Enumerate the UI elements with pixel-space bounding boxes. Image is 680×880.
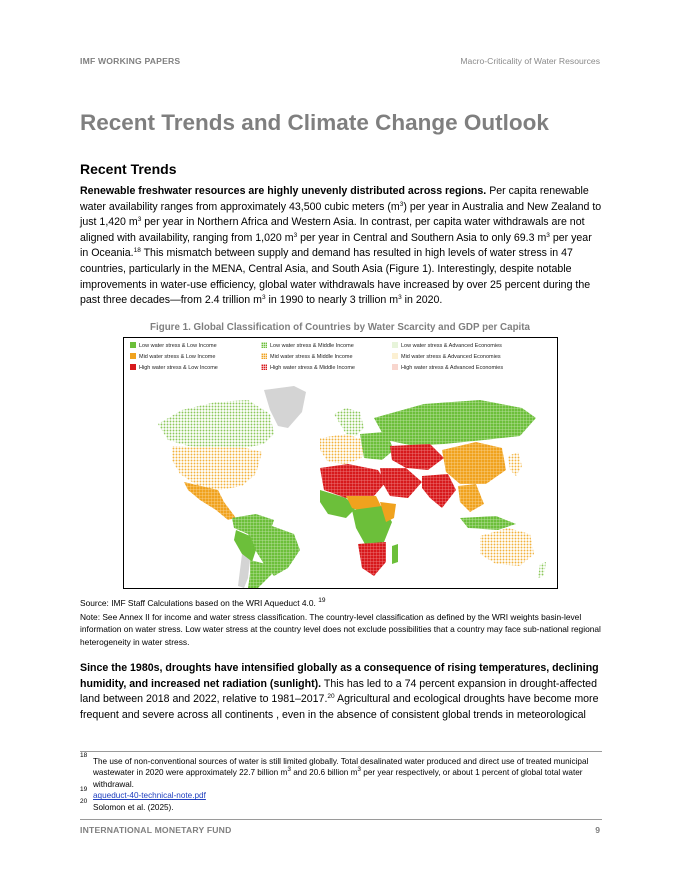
footnote-ref-18[interactable]: 18 xyxy=(133,247,141,255)
superscript: 3 xyxy=(398,294,402,302)
paragraph-lead: Renewable freshwater resources are highly unevenly distributed across regions. xyxy=(80,185,487,197)
region-scandinavia xyxy=(334,408,364,436)
superscript: 3 xyxy=(137,216,142,224)
legend-label: Low water stress & Advanced Economies xyxy=(401,343,502,349)
legend-item xyxy=(392,353,501,360)
legend-swatch xyxy=(392,364,398,370)
footnote-text: and 20.6 billion m xyxy=(290,768,358,778)
figure-note: Note: See Annex II for income and water stress classification. The country-level classification as defined by the WRI weights basin-level information on water stress. Low water stress at the country level does not exclude possibilities that a country may face sub-national regional heterogeneity in water stress. xyxy=(80,612,601,647)
figure-title: Figure 1. Global Classification of Countries by Water Scarcity and GDP per Capita xyxy=(150,322,530,333)
region-china xyxy=(442,442,506,484)
region-madagascar xyxy=(392,544,398,564)
footnote-ref-19[interactable]: 19 xyxy=(318,597,326,604)
region-russia xyxy=(374,400,536,446)
text-run: per year in Central and Southern Asia to only 69.3 m xyxy=(297,231,547,244)
legend-swatch xyxy=(130,353,136,359)
footnote-18: 18 The use of non-conventional sources of water is still limited globally. Total desalinated water produced and direct use of treated municipal wastewater in 2020 were approximately 22.7 billion $m^3$ and 20.6 billion $m^3$ per year respectively, or about 1 percent of global total water withdrawal. xyxy=(80,752,589,789)
superscript: 3 xyxy=(399,200,404,208)
running-header-right: Macro-Criticality of Water Resources xyxy=(460,56,600,66)
legend-swatch xyxy=(392,342,398,348)
superscript: 3 xyxy=(357,766,362,774)
region-canada xyxy=(158,400,274,448)
legend-item xyxy=(130,364,218,371)
region-north-africa xyxy=(320,464,386,498)
legend-label: Low water stress & Middle Income xyxy=(270,343,354,349)
text-run: Per capita renewable water availability ranges from approximately 43,500 cubic meters (m xyxy=(80,185,589,213)
region-central-asia xyxy=(390,444,444,470)
footnote-ref-20[interactable]: 20 xyxy=(327,693,335,701)
legend-item xyxy=(261,353,353,360)
source-text: Source: IMF Staff Calculations based on the WRI Aqueduct 4.0. xyxy=(80,598,319,608)
footer-organization: INTERNATIONAL MONETARY FUND xyxy=(80,825,232,835)
legend-item xyxy=(130,353,215,360)
legend-label: Mid water stress & Middle Income xyxy=(270,354,353,360)
footnote-20: 20 Solomon et al. (2025). xyxy=(80,797,174,812)
footnote-text: Solomon et al. (2025). xyxy=(93,802,174,812)
legend-label: Mid water stress & Low Income xyxy=(139,354,216,360)
footnotes xyxy=(80,752,602,813)
legend-swatch xyxy=(130,342,136,348)
superscript: 3 xyxy=(546,231,550,239)
text-run: This mismatch between supply and demand has resulted in high levels of water stress in 47 countries, particularly in the MENA, Central Asia, and South Asia (Figure 1). Interestingly, despite notable improvements in water-use efficiency, global water withdrawals have increased by over 25 percent during the past three decades—from 2.4 trillion m xyxy=(80,247,591,307)
legend-item xyxy=(130,342,217,349)
text-run: This has led to a 74 percent expansion in drought-affected land between 2018 and 2022, relative to 1981–2017. xyxy=(80,677,597,706)
text-run: Agricultural and ecological droughts have become more frequent and severe across all continents , even in the absence of consistent global trends in meteorological xyxy=(80,693,599,721)
region-australia xyxy=(480,528,534,566)
text-run: in 2020. xyxy=(401,294,443,307)
legend-swatch xyxy=(392,353,398,359)
region-southeast-asia xyxy=(458,484,484,512)
page-number: 9 xyxy=(595,825,600,835)
page-title: Recent Trends and Climate Change Outlook xyxy=(80,110,549,135)
paragraph-droughts xyxy=(80,661,602,723)
footnote-separator xyxy=(80,751,602,752)
region-new-zealand xyxy=(538,562,546,578)
footnote-text: per year respectively, or about 1 percent of global total water withdrawal. xyxy=(93,768,583,789)
footer-separator xyxy=(80,819,602,820)
legend-label: Mid water stress & Advanced Economies xyxy=(401,354,501,360)
world-map-figure xyxy=(123,337,558,589)
region-south-asia xyxy=(422,474,456,508)
superscript: 3 xyxy=(293,231,298,239)
legend-label: High water stress & Advanced Economies xyxy=(401,365,504,371)
world-map xyxy=(124,378,557,588)
region-chile xyxy=(238,554,250,588)
legend-swatch xyxy=(130,364,136,370)
figure-source xyxy=(80,598,325,608)
region-japan xyxy=(508,452,522,476)
legend-swatch xyxy=(261,353,267,359)
section-heading: Recent Trends xyxy=(80,161,177,177)
paragraph-freshwater xyxy=(80,184,602,309)
legend-swatch xyxy=(261,364,267,370)
legend-item xyxy=(392,364,503,371)
text-run: in 1990 to nearly 3 trillion m xyxy=(265,294,399,307)
legend-label: Low water stress & Low Income xyxy=(139,343,217,349)
text-run: per year in Oceania. xyxy=(80,231,592,260)
running-header-left: IMF WORKING PAPERS xyxy=(80,56,181,66)
text-run: per year in Northern Africa and Western Asia. In contrast, per capita water withdrawals are not aligned with availability, ranging from 1,020 m xyxy=(80,216,585,244)
legend-item xyxy=(392,342,502,349)
legend-swatch xyxy=(261,342,267,348)
region-indonesia xyxy=(460,516,516,530)
region-southern-africa xyxy=(358,542,386,576)
legend-item xyxy=(261,364,355,371)
legend-item xyxy=(261,342,354,349)
region-middle-east xyxy=(380,468,422,498)
footnote-text: The use of non-conventional sources of water is still limited globally. Total desalinated water produced and direct use of treated municipal wastewater in 2020 were approximately 22.7 billion m xyxy=(93,757,589,778)
paragraph-lead: Since the 1980s, droughts have intensified globally as a consequence of rising temperatures, declining humidity, and increased net radiation (sunlight). xyxy=(80,662,599,690)
superscript: 3 xyxy=(261,294,266,302)
legend-label: High water stress & Low Income xyxy=(139,365,218,371)
aqueduct-note-link[interactable]: aqueduct-40-technical-note.pdf xyxy=(93,791,206,801)
region-western-europe xyxy=(320,434,364,464)
legend-label: High water stress & Middle Income xyxy=(270,365,355,371)
text-run: ) per year in Australia and New Zealand to just 1,420 m xyxy=(80,200,602,229)
superscript: 3 xyxy=(287,766,291,774)
footnote-19: 19 aqueduct-40-technical-note.pdf xyxy=(80,786,206,801)
